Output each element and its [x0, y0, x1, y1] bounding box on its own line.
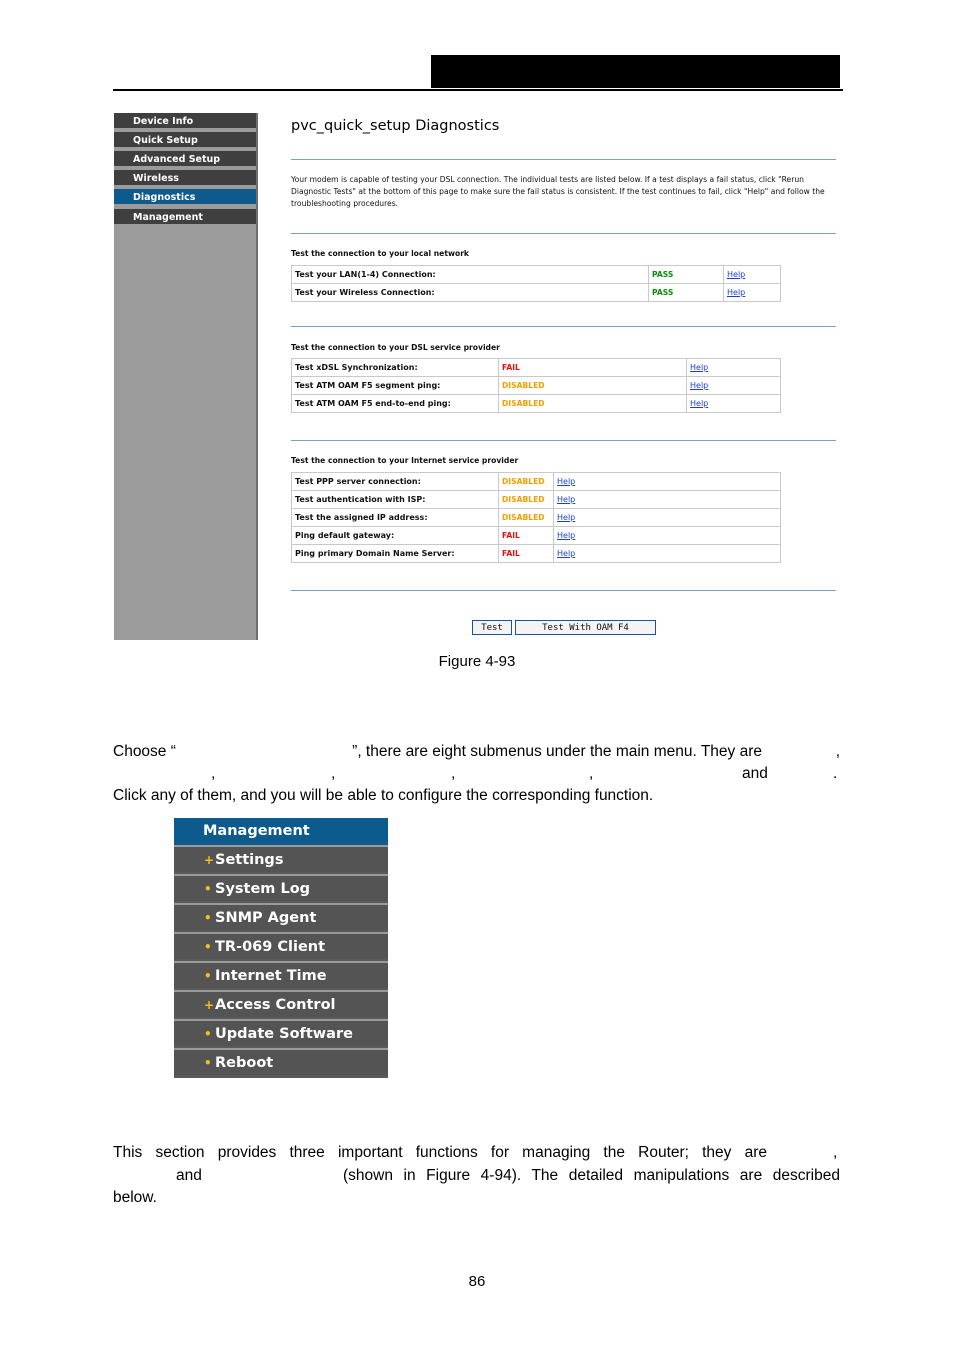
nav-item-quick-setup[interactable]: Quick Setup [114, 132, 256, 149]
text-fragment: , [833, 1144, 838, 1161]
section-heading-dsl: Test the connection to your DSL service provider [291, 343, 500, 352]
help-link[interactable]: Help [724, 284, 781, 302]
table-row [292, 377, 781, 395]
text-fragment: and [176, 1167, 202, 1184]
text-fragment: . [833, 765, 838, 782]
help-link[interactable]: Help [687, 359, 781, 377]
help-link[interactable]: Help [554, 545, 781, 563]
bullet-icon: • [204, 882, 212, 896]
help-link[interactable]: Help [687, 377, 781, 395]
text-fragment: Choose “ [113, 743, 176, 760]
status-badge: FAIL [499, 359, 687, 377]
menu-item-label: Internet Time [215, 968, 327, 984]
divider [291, 326, 836, 327]
divider [291, 233, 836, 234]
text-fragment: , [331, 765, 336, 782]
help-link[interactable]: Help [554, 491, 781, 509]
dsl-provider-table [291, 358, 781, 413]
test-button[interactable]: Test [472, 620, 512, 635]
menu-item-access-control[interactable] [174, 990, 388, 1017]
text-fragment: ”, there are eight submenus under the main menu. They are [352, 743, 762, 760]
menu-header[interactable]: Management [174, 818, 388, 845]
sidebar [114, 113, 258, 640]
text-fragment: , [451, 765, 456, 782]
test-label: Test authentication with ISP: [292, 491, 499, 509]
bullet-icon: • [204, 1056, 212, 1070]
nav-item-device-info[interactable]: Device Info [114, 113, 256, 130]
menu-item-system-log[interactable] [174, 874, 388, 901]
divider [291, 440, 836, 441]
nav-item-wireless[interactable]: Wireless [114, 170, 256, 187]
plus-icon: + [204, 853, 215, 867]
main-content [260, 113, 840, 640]
text-fragment: , [835, 743, 840, 760]
table-row [292, 509, 781, 527]
page-title: pvc_quick_setup Diagnostics [291, 118, 500, 134]
text-fragment: below. [113, 1189, 157, 1206]
status-badge: DISABLED [499, 491, 554, 509]
text-fragment: , [589, 765, 594, 782]
test-label: Test xDSL Synchronization: [292, 359, 499, 377]
router-screenshot [114, 113, 840, 640]
menu-item-settings[interactable] [174, 845, 388, 872]
header-rule [113, 89, 843, 91]
status-badge: DISABLED [499, 473, 554, 491]
test-oam-button[interactable]: Test With OAM F4 [515, 620, 656, 635]
bullet-icon: • [204, 1027, 212, 1041]
isp-table [291, 472, 781, 563]
help-link[interactable]: Help [687, 395, 781, 413]
menu-item-reboot[interactable] [174, 1048, 388, 1075]
text-fragment: This section provides three important functions for managing the Router; they are [113, 1144, 767, 1161]
test-label: Ping primary Domain Name Server: [292, 545, 499, 563]
divider [291, 159, 836, 160]
table-row [292, 359, 781, 377]
menu-item-label: Settings [215, 852, 284, 868]
text-fragment: , [211, 765, 216, 782]
nav-item-advanced-setup[interactable]: Advanced Setup [114, 151, 256, 168]
table-row [292, 395, 781, 413]
table-row [292, 473, 781, 491]
menu-item-label: System Log [215, 881, 311, 897]
menu-item-label: Update Software [215, 1026, 353, 1042]
status-badge: PASS [649, 266, 724, 284]
nav-item-management[interactable]: Management [114, 209, 256, 226]
menu-item-label: Access Control [215, 997, 336, 1013]
section-heading-isp: Test the connection to your Internet service provider [291, 456, 519, 465]
test-label: Ping default gateway: [292, 527, 499, 545]
test-label: Test your LAN(1-4) Connection: [292, 266, 649, 284]
nav-item-diagnostics[interactable]: Diagnostics [114, 189, 256, 206]
header-bar [431, 55, 840, 88]
menu-item-label: Reboot [215, 1055, 274, 1071]
status-badge: PASS [649, 284, 724, 302]
figure-caption: Figure 4-93 [438, 653, 516, 670]
text-fragment: and [742, 765, 768, 782]
table-row [292, 545, 781, 563]
help-link[interactable]: Help [554, 509, 781, 527]
table-row [292, 266, 781, 284]
menu-item-snmp-agent[interactable] [174, 903, 388, 930]
paragraph-line [830, 741, 840, 764]
help-link[interactable]: Help [724, 266, 781, 284]
local-network-table [291, 265, 781, 302]
test-label: Test ATM OAM F5 segment ping: [292, 377, 499, 395]
text-fragment: (shown in Figure 4-94). The detailed manipulations are described [343, 1167, 840, 1184]
help-link[interactable]: Help [554, 527, 781, 545]
bullet-icon: • [204, 911, 212, 925]
intro-text: Your modem is capable of testing your DSL connection. The individual tests are listed below. If a test displays a fail status, click "Rerun Diagnostic Tests" at the bottom of this page to make sure the fail status is consistent. If the test continues to fail, click "Help" and follow the troubleshooting procedures. [291, 175, 825, 208]
status-badge: DISABLED [499, 509, 554, 527]
page-number: 86 [468, 1273, 486, 1290]
bullet-icon: • [204, 969, 212, 983]
table-row [292, 491, 781, 509]
menu-item-update-software[interactable] [174, 1019, 388, 1046]
status-badge: DISABLED [499, 377, 687, 395]
bullet-icon: • [204, 940, 212, 954]
divider [291, 590, 836, 591]
menu-item-tr069-client[interactable] [174, 932, 388, 959]
management-menu [174, 818, 388, 1078]
test-label: Test the assigned IP address: [292, 509, 499, 527]
section-heading-local: Test the connection to your local network [291, 249, 469, 258]
menu-item-label: TR-069 Client [215, 939, 326, 955]
help-link[interactable]: Help [554, 473, 781, 491]
status-badge: FAIL [499, 527, 554, 545]
plus-icon: + [204, 998, 215, 1012]
test-label: Test your Wireless Connection: [292, 284, 649, 302]
table-row [292, 284, 781, 302]
status-badge: FAIL [499, 545, 554, 563]
paragraph-line: Click any of them, and you will be able to configure the corresponding function. [113, 787, 654, 804]
paragraph-line [287, 741, 762, 764]
status-badge: DISABLED [499, 395, 687, 413]
test-label: Test PPP server connection: [292, 473, 499, 491]
menu-item-internet-time[interactable] [174, 961, 388, 988]
table-row [292, 527, 781, 545]
menu-item-label: SNMP Agent [215, 910, 317, 926]
test-label: Test ATM OAM F5 end-to-end ping: [292, 395, 499, 413]
